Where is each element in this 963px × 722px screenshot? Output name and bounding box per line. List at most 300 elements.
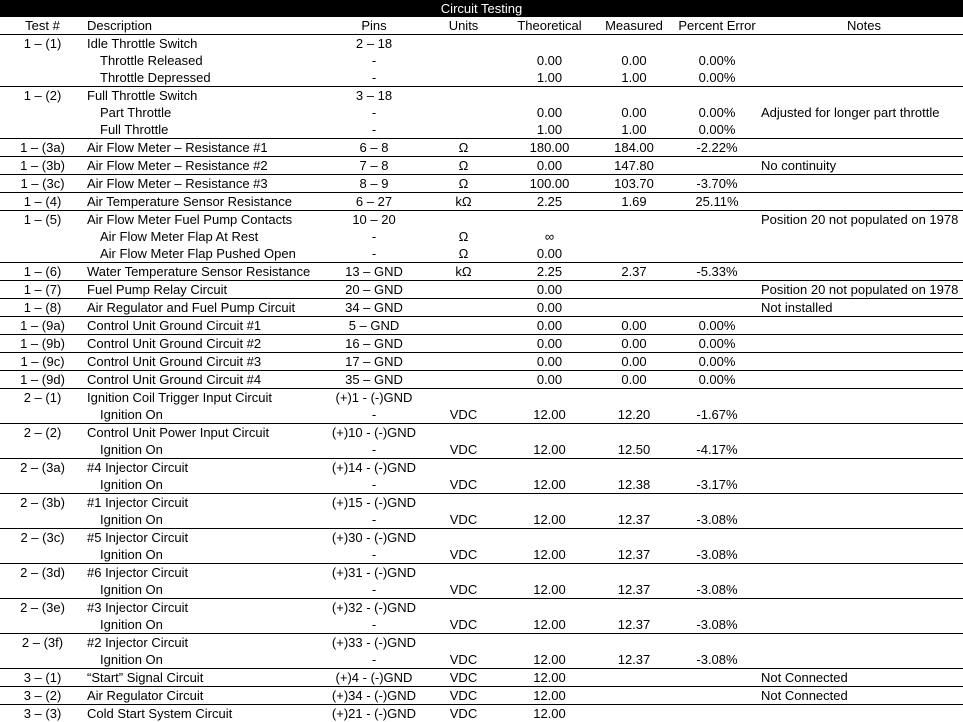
cell-theoretical: 12.00 (506, 511, 593, 529)
cell-description: Air Flow Meter – Resistance #1 (85, 139, 327, 157)
table-row (0, 371, 963, 389)
cell-theoretical: 0.00 (506, 157, 593, 175)
cell-measured: 2.37 (593, 263, 675, 281)
cell-notes (759, 564, 963, 582)
cell-notes (759, 529, 963, 547)
cell-notes: Not Connected (759, 669, 963, 687)
cell-pins: 10 – 20 (327, 211, 421, 229)
cell-measured (593, 87, 675, 105)
cell-notes (759, 69, 963, 87)
cell-description: Ignition On (85, 581, 327, 599)
cell-test-number: 2 – (3a) (0, 459, 85, 477)
cell-measured (593, 529, 675, 547)
table-row (0, 353, 963, 371)
cell-description: Air Temperature Sensor Resistance (85, 193, 327, 211)
cell-description: Water Temperature Sensor Resistance (85, 263, 327, 281)
table-row (0, 616, 963, 634)
cell-description: Full Throttle Switch (85, 87, 327, 105)
cell-description: Idle Throttle Switch (85, 35, 327, 53)
cell-pins: - (327, 581, 421, 599)
cell-pins: (+)33 - (-)GND (327, 634, 421, 652)
cell-measured: 184.00 (593, 139, 675, 157)
cell-notes (759, 317, 963, 335)
cell-units (421, 281, 506, 299)
cell-test-number: 1 – (1) (0, 35, 85, 53)
cell-theoretical: 12.00 (506, 687, 593, 705)
cell-percent-error: 0.00% (675, 104, 759, 121)
table-row (0, 228, 963, 245)
cell-units (421, 494, 506, 512)
cell-pins: 16 – GND (327, 335, 421, 353)
cell-pins: - (327, 651, 421, 669)
cell-test-number: 1 – (4) (0, 193, 85, 211)
cell-theoretical: 12.00 (506, 581, 593, 599)
cell-measured: 103.70 (593, 175, 675, 193)
cell-test-number: 3 – (2) (0, 687, 85, 705)
cell-notes (759, 476, 963, 494)
cell-test-number: 2 – (3d) (0, 564, 85, 582)
cell-test-number: 1 – (9b) (0, 335, 85, 353)
cell-description: Ignition Coil Trigger Input Circuit (85, 389, 327, 407)
cell-percent-error (675, 634, 759, 652)
cell-measured: 12.37 (593, 511, 675, 529)
cell-measured (593, 281, 675, 299)
cell-percent-error (675, 669, 759, 687)
table-row (0, 389, 963, 407)
cell-units: VDC (421, 406, 506, 424)
table-row (0, 35, 963, 53)
table-row (0, 511, 963, 529)
cell-theoretical (506, 634, 593, 652)
cell-description: Fuel Pump Relay Circuit (85, 281, 327, 299)
cell-percent-error: -3.08% (675, 511, 759, 529)
table-row (0, 69, 963, 87)
cell-measured: 12.38 (593, 476, 675, 494)
cell-measured: 0.00 (593, 52, 675, 69)
cell-test-number (0, 616, 85, 634)
cell-measured: 12.37 (593, 651, 675, 669)
cell-description: Control Unit Ground Circuit #2 (85, 335, 327, 353)
cell-units (421, 211, 506, 229)
table-row (0, 459, 963, 477)
cell-percent-error: -4.17% (675, 441, 759, 459)
table-row (0, 263, 963, 281)
cell-notes (759, 494, 963, 512)
cell-notes (759, 581, 963, 599)
cell-description: Control Unit Ground Circuit #1 (85, 317, 327, 335)
cell-theoretical: 0.00 (506, 245, 593, 263)
cell-pins: - (327, 406, 421, 424)
cell-units (421, 599, 506, 617)
cell-units: VDC (421, 441, 506, 459)
table-row (0, 529, 963, 547)
cell-units: Ω (421, 175, 506, 193)
cell-theoretical: 0.00 (506, 299, 593, 317)
cell-description: Full Throttle (85, 121, 327, 139)
cell-test-number (0, 228, 85, 245)
header-description: Description (85, 17, 327, 35)
table-row (0, 245, 963, 263)
table-row (0, 581, 963, 599)
cell-pins: - (327, 69, 421, 87)
cell-theoretical: 0.00 (506, 371, 593, 389)
cell-pins: (+)30 - (-)GND (327, 529, 421, 547)
cell-units (421, 87, 506, 105)
cell-test-number: 1 – (2) (0, 87, 85, 105)
cell-pins: 13 – GND (327, 263, 421, 281)
cell-test-number: 2 – (3f) (0, 634, 85, 652)
table-row (0, 406, 963, 424)
cell-description: Air Regulator Circuit (85, 687, 327, 705)
cell-measured (593, 564, 675, 582)
cell-description: “Start” Signal Circuit (85, 669, 327, 687)
circuit-testing-table (0, 17, 963, 722)
cell-theoretical (506, 599, 593, 617)
cell-percent-error (675, 389, 759, 407)
table-row (0, 651, 963, 669)
cell-pins: (+)34 - (-)GND (327, 687, 421, 705)
cell-pins: 34 – GND (327, 299, 421, 317)
cell-units (421, 389, 506, 407)
cell-notes (759, 87, 963, 105)
cell-theoretical: 0.00 (506, 104, 593, 121)
table-row (0, 299, 963, 317)
cell-test-number (0, 245, 85, 263)
cell-percent-error: -3.17% (675, 476, 759, 494)
cell-description: Throttle Released (85, 52, 327, 69)
table-row (0, 281, 963, 299)
cell-percent-error: 0.00% (675, 335, 759, 353)
cell-measured (593, 687, 675, 705)
cell-notes (759, 424, 963, 442)
cell-notes (759, 651, 963, 669)
cell-description: Throttle Depressed (85, 69, 327, 87)
table-row (0, 157, 963, 175)
table-row (0, 139, 963, 157)
cell-description: Control Unit Ground Circuit #3 (85, 353, 327, 371)
cell-percent-error: -3.08% (675, 616, 759, 634)
cell-test-number (0, 476, 85, 494)
cell-measured: 0.00 (593, 335, 675, 353)
cell-test-number: 1 – (3c) (0, 175, 85, 193)
cell-pins: (+)1 - (-)GND (327, 389, 421, 407)
cell-theoretical: 12.00 (506, 669, 593, 687)
cell-measured (593, 705, 675, 722)
cell-test-number: 1 – (7) (0, 281, 85, 299)
header-theoretical: Theoretical (506, 17, 593, 35)
cell-test-number: 1 – (8) (0, 299, 85, 317)
cell-theoretical: 12.00 (506, 651, 593, 669)
cell-description: Ignition On (85, 406, 327, 424)
cell-notes (759, 52, 963, 69)
cell-test-number: 1 – (3a) (0, 139, 85, 157)
cell-pins: - (327, 476, 421, 494)
cell-pins: 7 – 8 (327, 157, 421, 175)
cell-test-number: 3 – (1) (0, 669, 85, 687)
cell-percent-error (675, 281, 759, 299)
cell-measured (593, 424, 675, 442)
table-title: Circuit Testing (0, 0, 963, 17)
cell-measured: 12.37 (593, 616, 675, 634)
cell-description: #6 Injector Circuit (85, 564, 327, 582)
cell-measured: 0.00 (593, 353, 675, 371)
cell-theoretical (506, 529, 593, 547)
cell-pins: 2 – 18 (327, 35, 421, 53)
cell-description: Air Flow Meter – Resistance #2 (85, 157, 327, 175)
cell-units (421, 371, 506, 389)
cell-theoretical (506, 564, 593, 582)
cell-percent-error: -3.70% (675, 175, 759, 193)
cell-notes (759, 616, 963, 634)
cell-notes (759, 459, 963, 477)
cell-units: VDC (421, 616, 506, 634)
cell-theoretical: 0.00 (506, 281, 593, 299)
cell-theoretical: 0.00 (506, 52, 593, 69)
cell-percent-error: -3.08% (675, 546, 759, 564)
header-percent-error: Percent Error (675, 17, 759, 35)
cell-description: #1 Injector Circuit (85, 494, 327, 512)
table-row (0, 87, 963, 105)
cell-description: Air Flow Meter Flap At Rest (85, 228, 327, 245)
cell-notes (759, 441, 963, 459)
cell-theoretical (506, 424, 593, 442)
cell-test-number: 1 – (6) (0, 263, 85, 281)
cell-description: Part Throttle (85, 104, 327, 121)
cell-units (421, 634, 506, 652)
cell-theoretical: 12.00 (506, 705, 593, 722)
cell-description: Control Unit Power Input Circuit (85, 424, 327, 442)
cell-test-number: 1 – (9c) (0, 353, 85, 371)
cell-pins: (+)10 - (-)GND (327, 424, 421, 442)
cell-measured (593, 389, 675, 407)
cell-test-number (0, 121, 85, 139)
cell-units (421, 335, 506, 353)
cell-notes (759, 389, 963, 407)
cell-units (421, 459, 506, 477)
cell-pins: - (327, 52, 421, 69)
cell-percent-error (675, 211, 759, 229)
cell-notes (759, 35, 963, 53)
cell-test-number: 2 – (3b) (0, 494, 85, 512)
cell-measured (593, 35, 675, 53)
cell-notes: Position 20 not populated on 1978 (759, 281, 963, 299)
cell-notes (759, 121, 963, 139)
cell-units (421, 121, 506, 139)
cell-description: Ignition On (85, 476, 327, 494)
cell-percent-error (675, 299, 759, 317)
cell-measured: 12.20 (593, 406, 675, 424)
cell-pins: - (327, 441, 421, 459)
cell-pins: 6 – 8 (327, 139, 421, 157)
cell-units: VDC (421, 705, 506, 722)
cell-theoretical: 0.00 (506, 335, 593, 353)
cell-units (421, 317, 506, 335)
cell-percent-error (675, 529, 759, 547)
cell-percent-error (675, 87, 759, 105)
cell-measured (593, 211, 675, 229)
table-row (0, 634, 963, 652)
cell-units: VDC (421, 546, 506, 564)
cell-pins: (+)4 - (-)GND (327, 669, 421, 687)
cell-percent-error: -3.08% (675, 651, 759, 669)
cell-description: #3 Injector Circuit (85, 599, 327, 617)
cell-theoretical: ∞ (506, 228, 593, 245)
cell-test-number: 2 – (3c) (0, 529, 85, 547)
cell-measured: 12.50 (593, 441, 675, 459)
cell-percent-error: 0.00% (675, 69, 759, 87)
cell-notes: Not installed (759, 299, 963, 317)
cell-units (421, 52, 506, 69)
cell-pins: - (327, 546, 421, 564)
table-row (0, 335, 963, 353)
cell-pins: (+)31 - (-)GND (327, 564, 421, 582)
cell-test-number (0, 511, 85, 529)
cell-units: VDC (421, 687, 506, 705)
cell-test-number: 1 – (9d) (0, 371, 85, 389)
cell-units (421, 529, 506, 547)
cell-test-number: 2 – (1) (0, 389, 85, 407)
cell-units: VDC (421, 476, 506, 494)
cell-pins: 17 – GND (327, 353, 421, 371)
cell-description: Ignition On (85, 616, 327, 634)
cell-pins: - (327, 616, 421, 634)
cell-theoretical (506, 389, 593, 407)
table-row (0, 441, 963, 459)
table-row (0, 599, 963, 617)
cell-notes (759, 546, 963, 564)
table-row (0, 121, 963, 139)
cell-pins: 8 – 9 (327, 175, 421, 193)
cell-percent-error: -1.67% (675, 406, 759, 424)
cell-description: Air Regulator and Fuel Pump Circuit (85, 299, 327, 317)
cell-theoretical (506, 35, 593, 53)
cell-test-number (0, 651, 85, 669)
cell-description: #4 Injector Circuit (85, 459, 327, 477)
cell-notes: Adjusted for longer part throttle (759, 104, 963, 121)
cell-units: VDC (421, 651, 506, 669)
cell-units: Ω (421, 157, 506, 175)
cell-units (421, 35, 506, 53)
cell-theoretical: 0.00 (506, 317, 593, 335)
cell-percent-error (675, 424, 759, 442)
cell-units (421, 353, 506, 371)
cell-measured: 147.80 (593, 157, 675, 175)
cell-units (421, 564, 506, 582)
cell-percent-error: -3.08% (675, 581, 759, 599)
table-row (0, 104, 963, 121)
cell-units (421, 299, 506, 317)
cell-notes (759, 511, 963, 529)
table-row (0, 52, 963, 69)
cell-units: VDC (421, 669, 506, 687)
cell-theoretical: 2.25 (506, 263, 593, 281)
cell-measured: 1.69 (593, 193, 675, 211)
cell-notes (759, 193, 963, 211)
cell-test-number (0, 104, 85, 121)
cell-measured: 0.00 (593, 371, 675, 389)
cell-pins: - (327, 104, 421, 121)
table-row (0, 424, 963, 442)
cell-units: VDC (421, 581, 506, 599)
cell-notes (759, 634, 963, 652)
cell-notes (759, 335, 963, 353)
cell-measured (593, 494, 675, 512)
cell-notes (759, 263, 963, 281)
cell-notes (759, 139, 963, 157)
cell-units: Ω (421, 139, 506, 157)
cell-test-number (0, 406, 85, 424)
cell-measured (593, 459, 675, 477)
header-row (0, 17, 963, 35)
cell-units (421, 104, 506, 121)
header-test-number: Test # (0, 17, 85, 35)
cell-percent-error (675, 705, 759, 722)
cell-percent-error (675, 687, 759, 705)
cell-theoretical: 12.00 (506, 616, 593, 634)
cell-test-number: 1 – (9a) (0, 317, 85, 335)
cell-units: kΩ (421, 263, 506, 281)
table-row (0, 687, 963, 705)
cell-theoretical (506, 211, 593, 229)
cell-theoretical: 0.00 (506, 353, 593, 371)
cell-pins: 20 – GND (327, 281, 421, 299)
cell-measured: 1.00 (593, 121, 675, 139)
cell-measured: 0.00 (593, 317, 675, 335)
cell-measured: 1.00 (593, 69, 675, 87)
header-units: Units (421, 17, 506, 35)
cell-theoretical: 180.00 (506, 139, 593, 157)
cell-notes (759, 353, 963, 371)
cell-pins: 35 – GND (327, 371, 421, 389)
cell-pins: (+)15 - (-)GND (327, 494, 421, 512)
cell-test-number (0, 52, 85, 69)
cell-test-number: 1 – (5) (0, 211, 85, 229)
cell-notes (759, 245, 963, 263)
cell-theoretical: 12.00 (506, 441, 593, 459)
cell-notes (759, 175, 963, 193)
table-row (0, 669, 963, 687)
cell-notes (759, 599, 963, 617)
cell-notes: No continuity (759, 157, 963, 175)
cell-measured (593, 669, 675, 687)
cell-measured (593, 599, 675, 617)
cell-description: Air Flow Meter Fuel Pump Contacts (85, 211, 327, 229)
cell-percent-error: 0.00% (675, 121, 759, 139)
cell-measured: 12.37 (593, 581, 675, 599)
table-row (0, 546, 963, 564)
cell-description: Cold Start System Circuit (85, 705, 327, 722)
cell-test-number: 2 – (2) (0, 424, 85, 442)
table-row (0, 193, 963, 211)
cell-test-number: 2 – (3e) (0, 599, 85, 617)
cell-notes (759, 371, 963, 389)
cell-pins: - (327, 511, 421, 529)
cell-theoretical: 2.25 (506, 193, 593, 211)
table-row (0, 317, 963, 335)
table-row (0, 494, 963, 512)
cell-test-number: 3 – (3) (0, 705, 85, 722)
cell-pins: - (327, 245, 421, 263)
cell-percent-error: 0.00% (675, 353, 759, 371)
cell-percent-error: 0.00% (675, 317, 759, 335)
cell-percent-error (675, 35, 759, 53)
cell-theoretical: 12.00 (506, 406, 593, 424)
cell-notes: Not Connected (759, 687, 963, 705)
table-row (0, 476, 963, 494)
cell-pins: (+)21 - (-)GND (327, 705, 421, 722)
cell-description: Ignition On (85, 651, 327, 669)
cell-measured: 12.37 (593, 546, 675, 564)
